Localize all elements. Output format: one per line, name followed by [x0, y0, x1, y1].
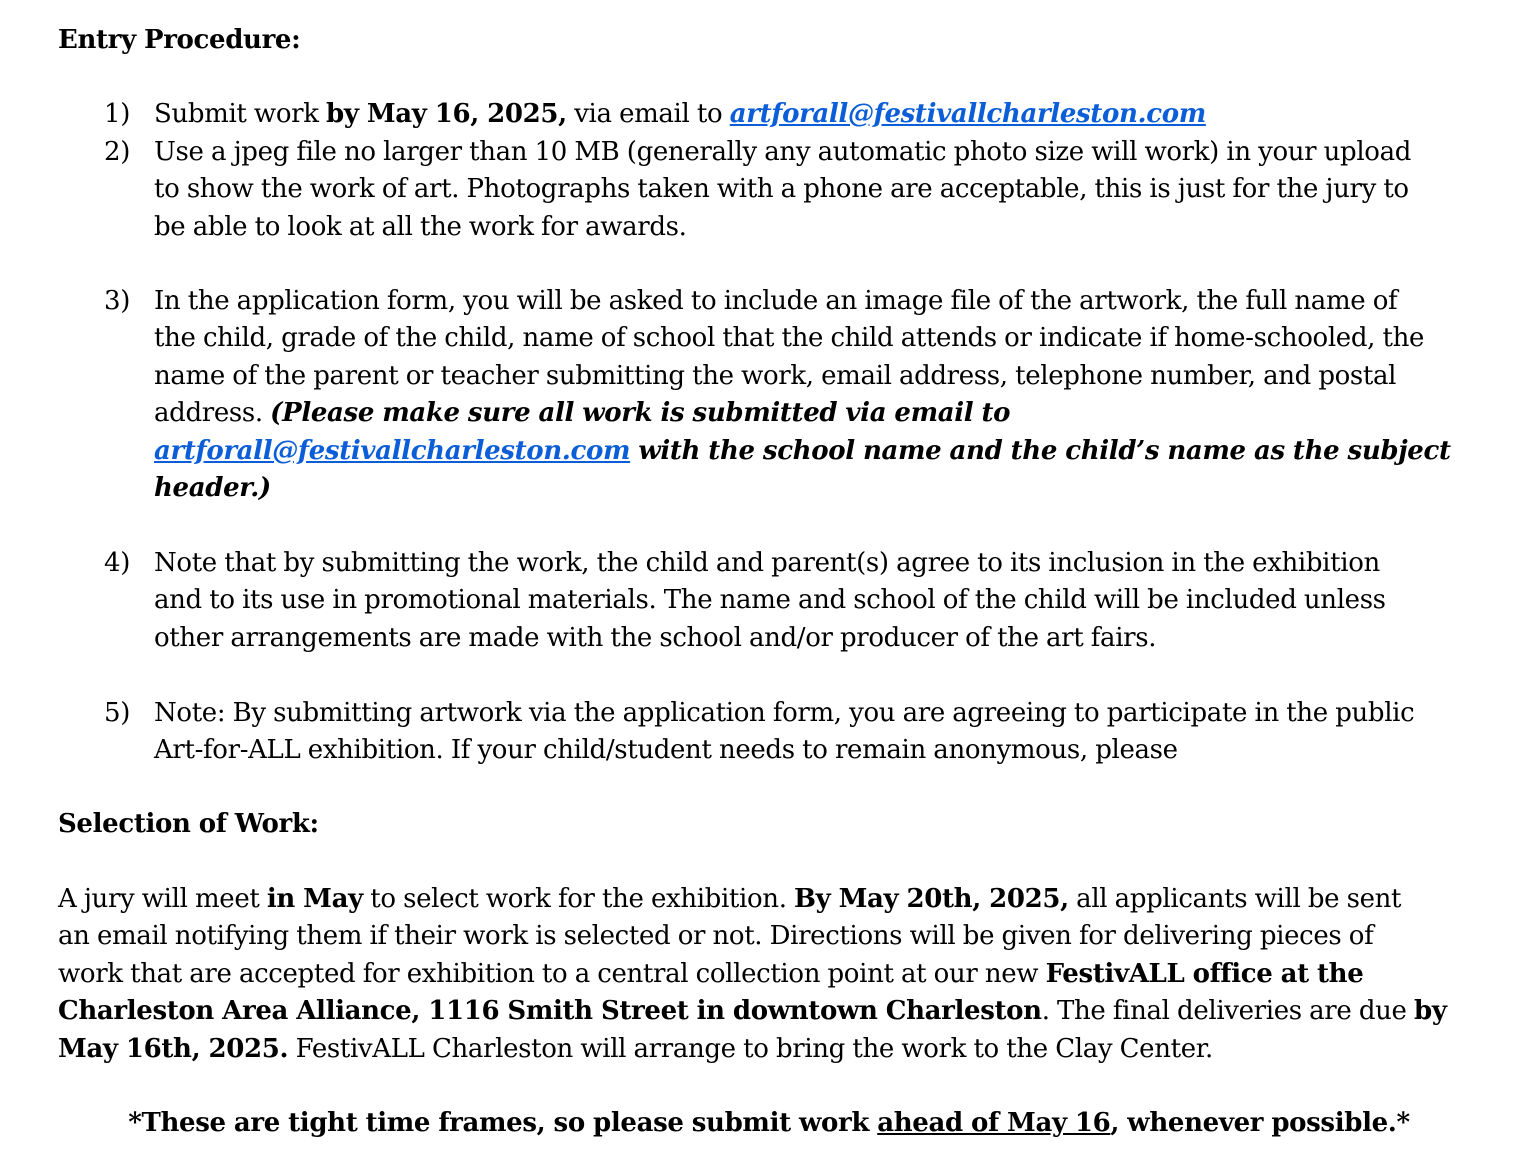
item-text: via email to	[566, 99, 730, 129]
item-number: 1)	[104, 99, 130, 129]
item-text: address.	[154, 398, 271, 429]
paragraph-line	[58, 956, 1447, 993]
paragraph-text: all applicants will be sent	[1068, 884, 1402, 914]
item-line: and to its use in promotional materials. The name and school of the child will be included unless	[154, 585, 1386, 616]
item-line: the child, grade of the child, name of school that the child attends or indicate if home-schooled, the	[154, 323, 1424, 354]
item-line: Note: By submitting artwork via the application form, you are agreeing to participate in the public	[154, 698, 1415, 728]
email-link[interactable]: artforall@festivallcharleston.com	[729, 99, 1206, 129]
instruction-text: with the school name and the child’s name as the subject	[630, 435, 1451, 466]
paragraph-text: FestivALL Charleston will arrange to bring the work to the Clay Center.	[288, 1033, 1213, 1064]
item-line: Note that by submitting the work, the child and parent(s) agree to its inclusion in the exhibition	[154, 548, 1380, 578]
item-body	[154, 695, 1414, 770]
item-number: 2)	[104, 137, 130, 167]
location-text: Charleston Area Alliance, 1116 Smith Street in downtown Charleston	[58, 996, 1042, 1027]
paragraph-line	[58, 1031, 1447, 1068]
item-line: header.)	[154, 473, 271, 504]
closing-text: , whenever possible.*	[1110, 1108, 1410, 1138]
item-body	[154, 283, 1451, 507]
item-line: In the application form, you will be asked to include an image file of the artwork, the full name of	[154, 286, 1398, 316]
item-number: 4)	[104, 548, 130, 578]
deadline-text: By May 20th, 2025,	[794, 884, 1069, 914]
paragraph-line	[58, 993, 1447, 1030]
selection-paragraph	[58, 881, 1447, 1068]
closing-text: *These are tight time frames, so please submit work	[128, 1108, 878, 1138]
item-line: name of the parent or teacher submitting the work, email address, telephone number, and postal	[154, 360, 1397, 391]
selection-heading: Selection of Work:	[58, 809, 319, 839]
emphasis-text: by	[1413, 996, 1447, 1027]
item-number: 5)	[104, 698, 130, 728]
item-text: Submit work	[154, 99, 327, 129]
item-line: Art-for-ALL exhibition. If your child/student needs to remain anonymous, please	[154, 735, 1178, 766]
item-line: to show the work of art. Photographs taken with a phone are acceptable, this is just for the jury to	[154, 174, 1409, 205]
paragraph-text: . The final deliveries are due	[1041, 996, 1414, 1027]
deadline-text: May 16th, 2025.	[58, 1033, 289, 1064]
paragraph-line	[58, 881, 1447, 918]
item-line: other arrangements are made with the school and/or producer of the art fairs.	[154, 622, 1157, 653]
item-line: Use a jpeg file no larger than 10 MB (generally any automatic photo size will work) in your upload	[154, 137, 1412, 167]
item-body	[154, 96, 1206, 133]
item-body	[154, 545, 1386, 657]
paragraph-text: A jury will meet	[58, 884, 267, 914]
underlined-deadline: ahead of May 16	[877, 1108, 1111, 1138]
location-text: FestivALL office at the	[1045, 958, 1364, 989]
item-line: be able to look at all the work for awards.	[154, 211, 687, 242]
instruction-text: (Please make sure all work is submitted via email to	[270, 398, 1011, 429]
item-line	[154, 395, 1451, 432]
email-link[interactable]: artforall@festivallcharleston.com	[154, 435, 631, 466]
item-line	[154, 433, 1451, 470]
entry-procedure-heading: Entry Procedure:	[58, 25, 301, 55]
closing-note	[0, 1105, 1538, 1142]
paragraph-text: to select work for the exhibition.	[362, 884, 795, 914]
paragraph-line: an email notifying them if their work is selected or not. Directions will be given for delivering pieces of	[58, 921, 1374, 952]
item-body	[154, 134, 1411, 246]
item-number: 3)	[104, 286, 130, 316]
paragraph-text: work that are accepted for exhibition to a central collection point at our new	[58, 958, 1046, 989]
deadline-text: by May 16, 2025,	[326, 99, 567, 129]
emphasis-text: in May	[266, 884, 363, 914]
